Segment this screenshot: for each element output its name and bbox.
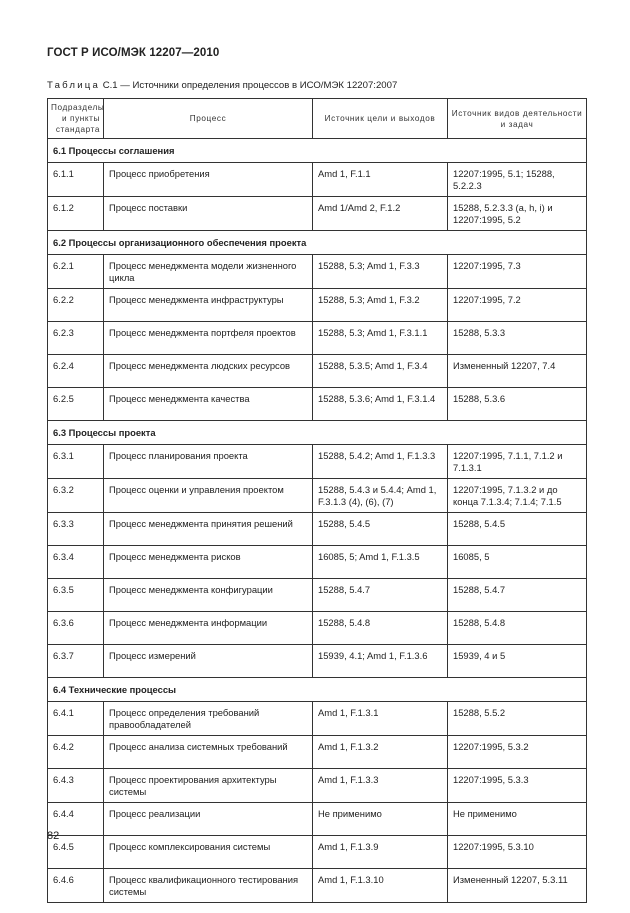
source-activities-tasks: 15939, 4 и 5 [448,645,587,678]
source-goals-outputs: 15288, 5.4.3 и 5.4.4; Amd 1, F.3.1.3 (4), (6), (7) [313,479,448,513]
process-name: Процесс менеджмента инфраструктуры [104,289,313,322]
source-goals-outputs: Amd 1, F.1.1 [313,163,448,197]
process-name: Процесс поставки [104,197,313,231]
source-goals-outputs: Amd 1, F.1.3.1 [313,702,448,736]
process-name: Процесс менеджмента людских ресурсов [104,355,313,388]
source-activities-tasks: 12207:1995, 5.3.10 [448,836,587,869]
source-activities-tasks: 12207:1995, 5.3.2 [448,736,587,769]
process-name: Процесс менеджмента качества [104,388,313,421]
process-name: Процесс измерений [104,645,313,678]
subsection-number: 6.3.3 [48,513,104,546]
source-activities-tasks: Не применимо [448,803,587,836]
source-goals-outputs: 15288, 5.3.6; Amd 1, F.3.1.4 [313,388,448,421]
source-goals-outputs: 16085, 5; Amd 1, F.1.3.5 [313,546,448,579]
table-row [48,445,587,479]
table-row [48,355,587,388]
source-activities-tasks: 12207:1995, 5.1; 15288, 5.2.2.3 [448,163,587,197]
process-sources-table [47,98,587,903]
process-name: Процесс менеджмента портфеля проектов [104,322,313,355]
source-activities-tasks: 15288, 5.3.3 [448,322,587,355]
subsection-number: 6.4.5 [48,836,104,869]
source-goals-outputs: 15288, 5.3; Amd 1, F.3.2 [313,289,448,322]
source-goals-outputs: 15288, 5.3.5; Amd 1, F.3.4 [313,355,448,388]
subsection-number: 6.3.1 [48,445,104,479]
source-activities-tasks: Измененный 12207, 7.4 [448,355,587,388]
table-row [48,769,587,803]
source-activities-tasks: 15288, 5.3.6 [448,388,587,421]
col-header-process: Процесс [104,99,313,139]
subsection-number: 6.4.6 [48,869,104,903]
table-row [48,645,587,678]
subsection-number: 6.2.3 [48,322,104,355]
source-activities-tasks: 15288, 5.4.5 [448,513,587,546]
subsection-number: 6.3.6 [48,612,104,645]
source-goals-outputs: Amd 1, F.1.3.9 [313,836,448,869]
caption-text: С.1 — Источники определения процессов в ИСО/МЭК 12207:2007 [102,80,398,91]
source-goals-outputs: 15288, 5.4.8 [313,612,448,645]
source-goals-outputs: 15288, 5.3; Amd 1, F.3.1.1 [313,322,448,355]
subsection-number: 6.4.1 [48,702,104,736]
table-row [48,197,587,231]
source-goals-outputs: 15288, 5.3; Amd 1, F.3.3 [313,255,448,289]
process-name: Процесс менеджмента принятия решений [104,513,313,546]
subsection-number: 6.4.2 [48,736,104,769]
col-header-source: Источник цели и выходов [313,99,448,139]
subsection-number: 6.4.4 [48,803,104,836]
table-row [48,255,587,289]
table-row [48,546,587,579]
section-title: 6.2 Процессы организационного обеспечения проекта [48,231,587,255]
table-caption [47,80,397,91]
subsection-number: 6.4.3 [48,769,104,803]
source-goals-outputs: 15939, 4.1; Amd 1, F.1.3.6 [313,645,448,678]
process-name: Процесс комплексирования системы [104,836,313,869]
source-goals-outputs: Amd 1, F.1.3.10 [313,869,448,903]
source-goals-outputs: 15288, 5.4.5 [313,513,448,546]
section-row [48,139,587,163]
table-row [48,836,587,869]
process-name: Процесс менеджмента информации [104,612,313,645]
table-header-row [48,99,587,139]
subsection-number: 6.2.2 [48,289,104,322]
subsection-number: 6.3.4 [48,546,104,579]
table-row [48,869,587,903]
caption-prefix: Таблица [47,80,101,91]
table-row [48,702,587,736]
source-activities-tasks: 12207:1995, 7.3 [448,255,587,289]
source-goals-outputs: 15288, 5.4.7 [313,579,448,612]
source-activities-tasks: 12207:1995, 5.3.3 [448,769,587,803]
section-title: 6.4 Технические процессы [48,678,587,702]
table-row [48,803,587,836]
subsection-number: 6.3.7 [48,645,104,678]
col-header-subsection: Подразделы и пункты стандарта [48,99,104,139]
source-activities-tasks: 12207:1995, 7.1.1, 7.1.2 и 7.1.3.1 [448,445,587,479]
source-goals-outputs: Amd 1, F.1.3.3 [313,769,448,803]
process-name: Процесс приобретения [104,163,313,197]
source-activities-tasks: Измененный 12207, 5.3.11 [448,869,587,903]
subsection-number: 6.1.2 [48,197,104,231]
process-name: Процесс анализа системных требований [104,736,313,769]
section-row [48,421,587,445]
source-activities-tasks: 15288, 5.5.2 [448,702,587,736]
process-name: Процесс оценки и управления проектом [104,479,313,513]
process-name: Процесс менеджмента рисков [104,546,313,579]
table-row [48,579,587,612]
table-row [48,388,587,421]
subsection-number: 6.2.1 [48,255,104,289]
source-activities-tasks: 12207:1995, 7.2 [448,289,587,322]
table-row [48,479,587,513]
section-row [48,231,587,255]
subsection-number: 6.2.5 [48,388,104,421]
source-activities-tasks: 15288, 5.2.3.3 (a, h, i) и 12207:1995, 5.2 [448,197,587,231]
table-row [48,322,587,355]
table-row [48,612,587,645]
table-row [48,736,587,769]
process-name: Процесс менеджмента конфигурации [104,579,313,612]
table-row [48,289,587,322]
source-goals-outputs: Amd 1, F.1.3.2 [313,736,448,769]
source-activities-tasks: 12207:1995, 7.1.3.2 и до конца 7.1.3.4; 7.1.4; 7.1.5 [448,479,587,513]
source-goals-outputs: Не применимо [313,803,448,836]
process-name: Процесс менеджмента модели жизненного цикла [104,255,313,289]
source-activities-tasks: 15288, 5.4.8 [448,612,587,645]
source-goals-outputs: 15288, 5.4.2; Amd 1, F.1.3.3 [313,445,448,479]
process-name: Процесс реализации [104,803,313,836]
process-name: Процесс определения требований правообладателей [104,702,313,736]
subsection-number: 6.1.1 [48,163,104,197]
source-goals-outputs: Amd 1/Amd 2, F.1.2 [313,197,448,231]
col-header-activities: Источник видов деятельности и задач [448,99,587,139]
subsection-number: 6.3.2 [48,479,104,513]
section-row [48,678,587,702]
table-row [48,513,587,546]
process-name: Процесс планирования проекта [104,445,313,479]
process-name: Процесс квалификационного тестирования системы [104,869,313,903]
section-title: 6.1 Процессы соглашения [48,139,587,163]
subsection-number: 6.2.4 [48,355,104,388]
process-name: Процесс проектирования архитектуры системы [104,769,313,803]
subsection-number: 6.3.5 [48,579,104,612]
table-body [48,139,587,903]
section-title: 6.3 Процессы проекта [48,421,587,445]
source-activities-tasks: 15288, 5.4.7 [448,579,587,612]
table-row [48,163,587,197]
document-header: ГОСТ Р ИСО/МЭК 12207—2010 [47,47,220,59]
source-activities-tasks: 16085, 5 [448,546,587,579]
page-number: 82 [47,830,60,842]
